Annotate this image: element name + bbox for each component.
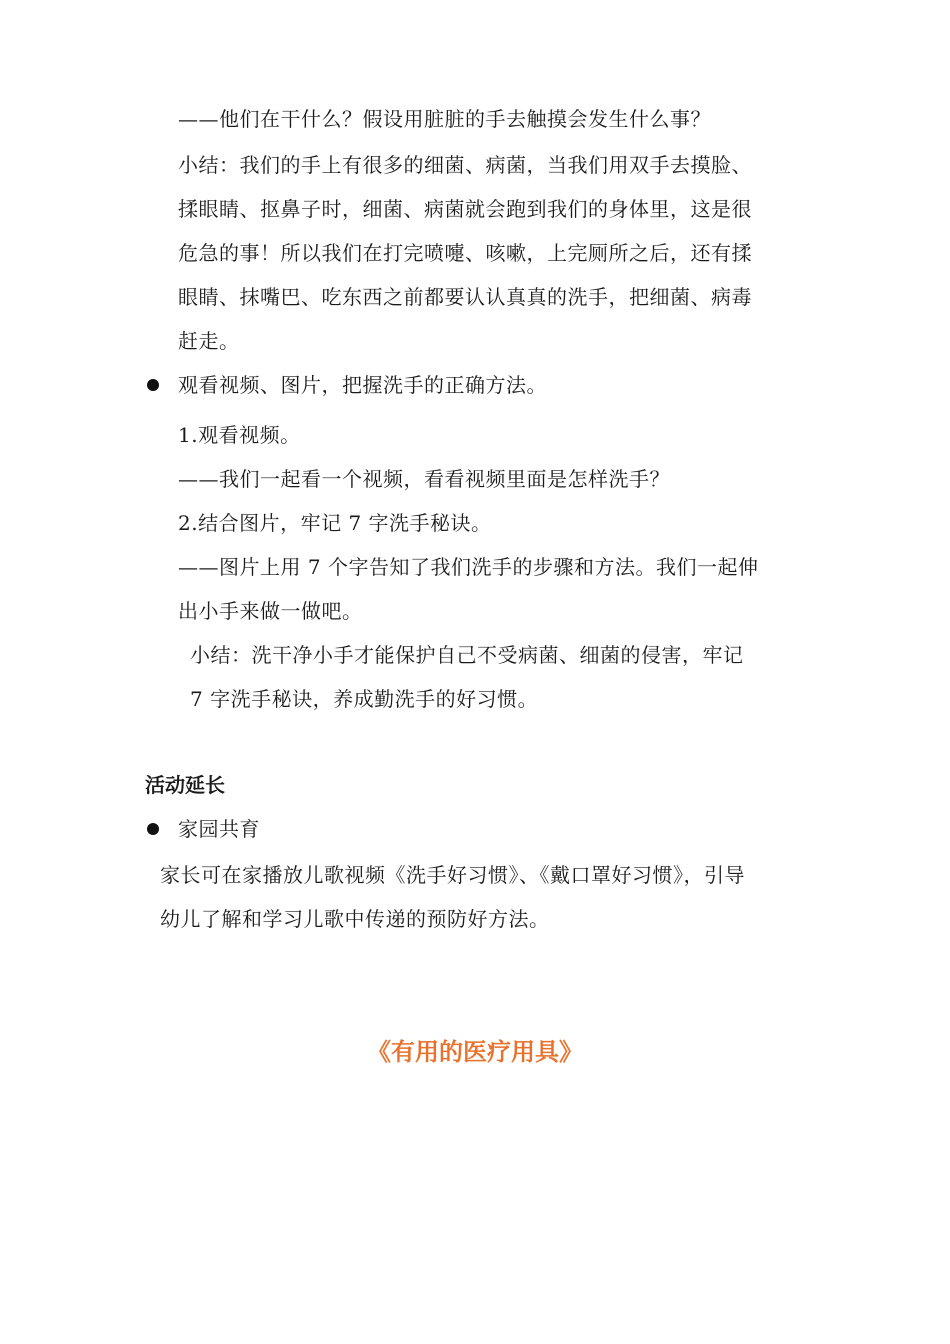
bullet-item-home-school: 家园共育 [178,817,260,841]
summary2-line-1: 小结：洗干净小手才能保护自己不受病菌、细菌的侵害，牢记 [190,643,744,667]
bullet-icon [147,379,159,391]
question-line: ——他们在干什么？假设用脏脏的手去触摸会发生什么事？ [178,107,711,131]
step-1-question: ——我们一起看一个视频，看看视频里面是怎样洗手？ [178,467,670,491]
extension-line-1: 家长可在家播放儿歌视频《洗手好习惯》、《戴口罩好习惯》，引导 [160,863,745,887]
bullet-item-video: 观看视频、图片，把握洗手的正确方法。 [178,373,547,397]
summary-line-5: 赶走。 [178,329,240,353]
section-heading-extension: 活动延长 [145,773,225,797]
step-2-desc-2: 出小手来做一做吧。 [178,599,363,623]
summary2-line-2: 7 字洗手秘诀，养成勤洗手的好习惯。 [190,687,539,711]
summary-line-2: 揉眼睛、抠鼻子时，细菌、病菌就会跑到我们的身体里，这是很 [178,197,752,221]
summary-line-4: 眼睛、抹嘴巴、吃东西之前都要认认真真的洗手，把细菌、病毒 [178,285,752,309]
step-1-line: 1.观看视频。 [178,423,301,447]
step-2-desc-1: ——图片上用 7 个字告知了我们洗手的步骤和方法。我们一起伸 [178,555,759,579]
summary-line-1: 小结：我们的手上有很多的细菌、病菌，当我们用双手去摸脸、 [178,153,752,177]
step-2-line: 2.结合图片，牢记 7 字洗手秘诀。 [178,511,492,535]
extension-line-2: 幼儿了解和学习儿歌中传递的预防好方法。 [160,907,550,931]
next-lesson-title: 《有用的医疗用具》 [367,1038,583,1066]
bullet-icon [147,823,159,835]
summary-line-3: 危急的事！所以我们在打完喷嚏、咳嗽，上完厕所之后，还有揉 [178,241,752,265]
